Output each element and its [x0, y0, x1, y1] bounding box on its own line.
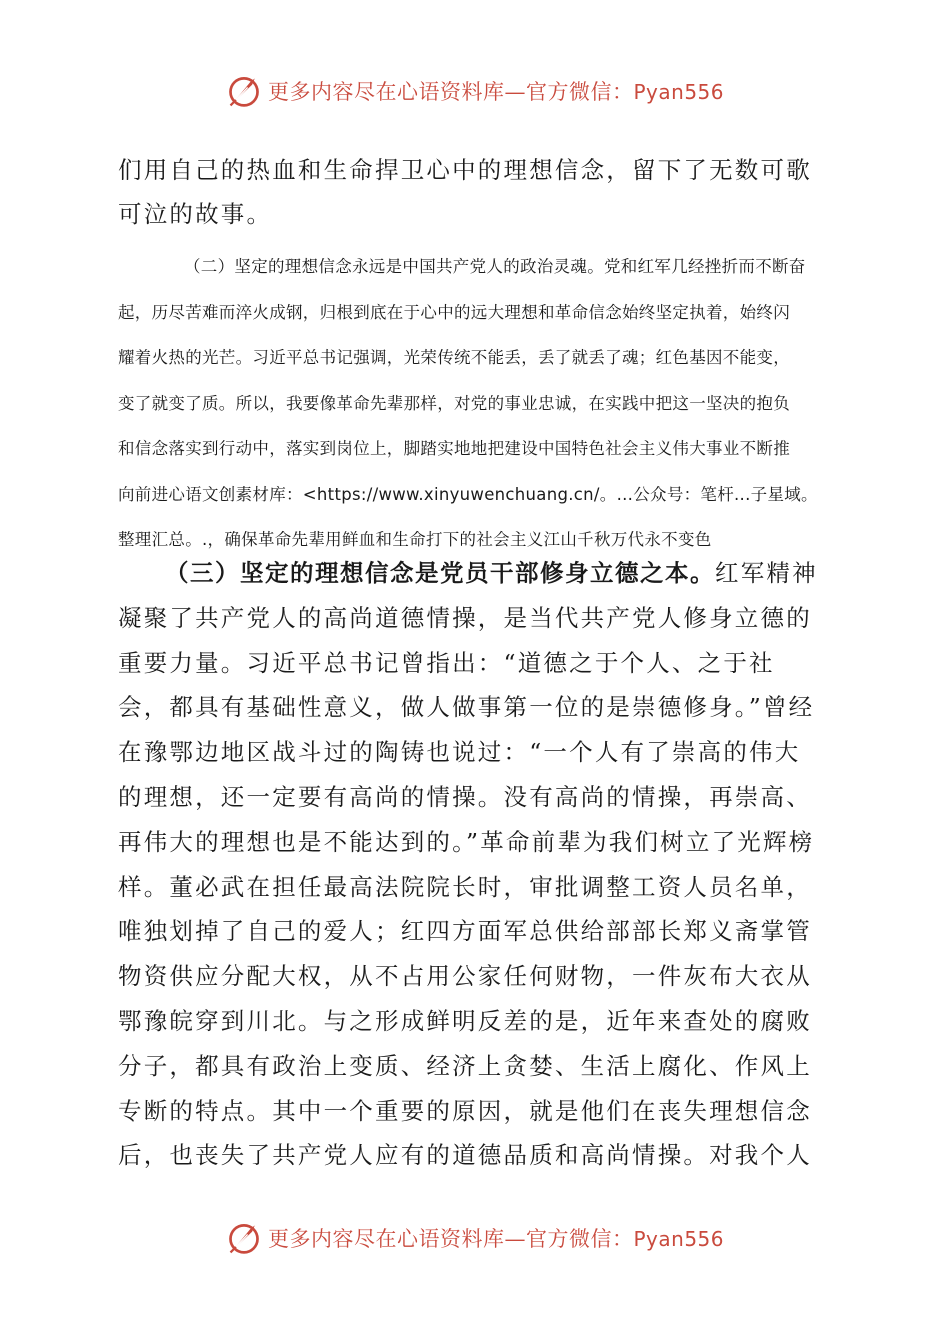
banner-text: 更多内容尽在心语资料库—官方微信：Pyan556 — [267, 80, 724, 104]
quill-logo-icon — [226, 1220, 262, 1256]
text-line: （二）坚定的理想信念永远是中国共产党人的政治灵魂。党和红军几经挫折而不断奋 — [184, 257, 806, 276]
text-line: 整理汇总。.，确保革命先辈用鲜血和生命打下的社会主义江山千秋万代永不变色 — [118, 530, 712, 549]
section-body: 红军精神凝聚了共产党人的高尚道德情操，是当代共产党人修身立德的重要力量。习近平总书记曾指出：“道德之于个人、之于社会，都具有基础性意义，做人做事第一位的是崇德修身。”曾经在豫鄂边地区战斗过的陶铸也说过：“一个人有了崇高的伟大的理想，还一定要有高尚的情操。没有高尚的情操，再崇高、再伟大的理想也是不能达到的。”革命前辈为我们树立了光辉榜样。董必武在担任最高法院院长时，审批调整工资人员名单，唯独划掉了自己的爱人；红四方面军总供给部部长郑义斋掌管物资供应分配大权，从不占用公家任何财物，一件灰布大衣从鄂豫皖穿到川北。与之形成鲜明反差的是，近年来查处的腐败分子，都具有政治上变质、经济上贪婪、生活上腐化、作风上专断的特点。其中一个重要的原因，就是他们在丧失理想信念后，也丧失了共产党人应有的道德品质和高尚情操。对我个人 — [118, 559, 818, 1170]
paragraph-continuation — [118, 148, 818, 236]
text-line: 们用自己的热血和生命捍卫心中的理想信念，留下了无数可歌 — [118, 156, 812, 184]
paragraph-section-three — [118, 551, 818, 1178]
text-line: 可泣的故事。 — [118, 200, 273, 228]
paragraph-section-two — [118, 244, 838, 563]
text-line: 和信念落实到行动中，落实到岗位上，脚踏实地地把建设中国特色社会主义伟大事业不断推 — [118, 439, 790, 458]
section-heading: （三）坚定的理想信念是党员干部修身立德之本。 — [165, 559, 715, 587]
header-banner — [0, 66, 950, 116]
banner-text: 更多内容尽在心语资料库—官方微信：Pyan556 — [267, 1227, 724, 1251]
text-line: 变了就变了质。所以，我要像革命先辈那样，对党的事业忠诚，在实践中把这一坚决的抱负 — [118, 393, 790, 413]
footer-banner — [0, 1213, 950, 1263]
text-line: 向前进心语文创素材库：<https://www.xinyuwenchuang.cn/。...公众号：笔杆...子星域。 — [118, 484, 818, 504]
text-line: 耀着火热的光芒。习近平总书记强调，光荣传统不能丢，丢了就丢了魂；红色基因不能变， — [118, 348, 790, 367]
text-line: 起，历尽苦难而淬火成钢，归根到底在于心中的远大理想和革命信念始终坚定执着，始终闪 — [118, 302, 790, 322]
quill-logo-icon — [226, 73, 262, 109]
